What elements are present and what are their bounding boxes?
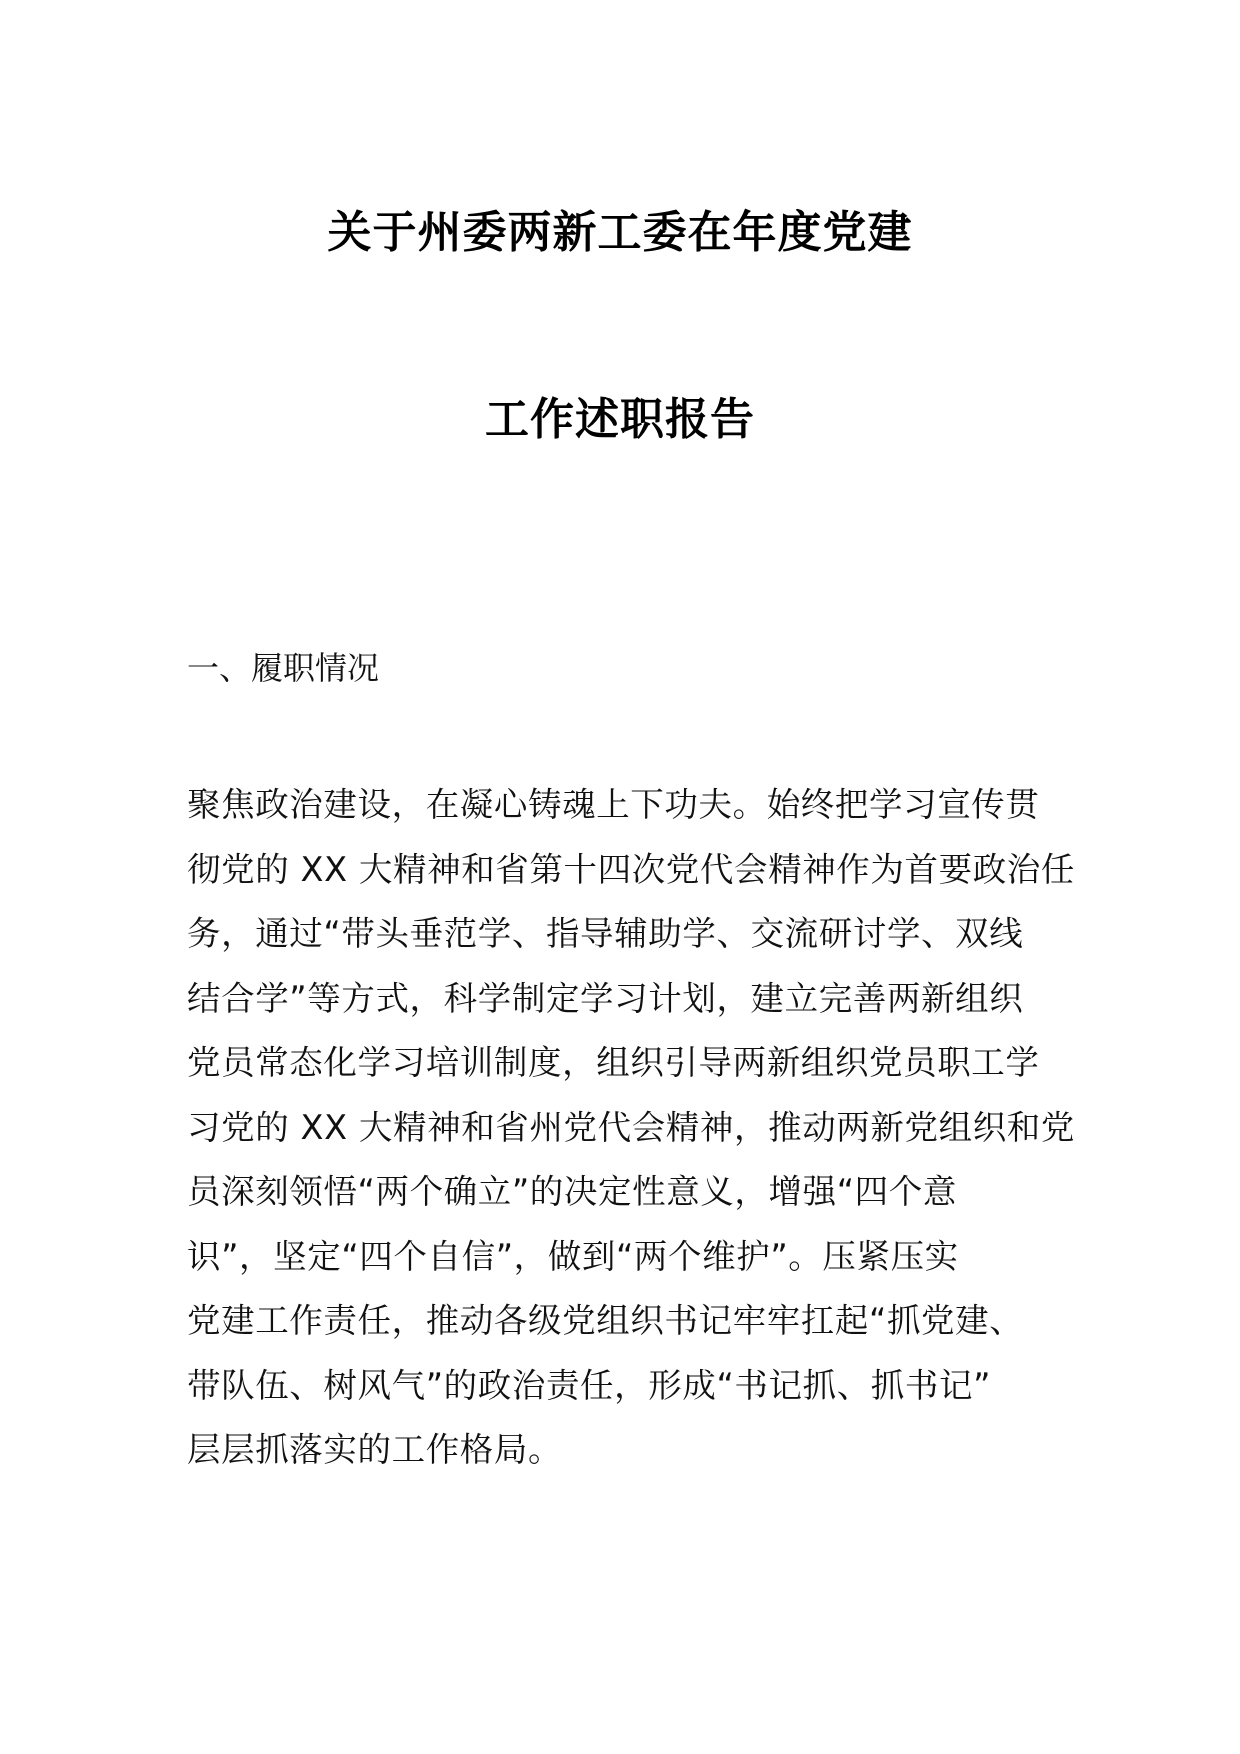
section-heading: 一、履职情况 [187, 649, 380, 687]
document-title-line-1: 关于州委两新工委在年度党建 [327, 207, 913, 258]
paragraph-line: 员深刻领悟“两个确立”的决定性意义，增强“四个意 [187, 1172, 957, 1211]
paragraph-line: 识”，坚定“四个自信”，做到“两个维护”。压紧压实 [187, 1236, 959, 1276]
paragraph-line: 带队伍、树风气”的政治责任，形成“书记抓、抓书记” [187, 1365, 992, 1405]
document-title-line-2: 工作述职报告 [485, 394, 755, 445]
paragraph-line: 习党的 XX 大精神和省州党代会精神，推动两新党组织和党 [187, 1107, 1075, 1147]
body-paragraph [187, 773, 1075, 1483]
paragraph-line: 党建工作责任，推动各级党组织书记牢牢扛起“抓党建、 [187, 1301, 1024, 1340]
paragraph-line: 聚焦政治建设，在凝心铸魂上下功夫。始终把学习宣传贯 [187, 785, 1040, 824]
paragraph-line: 党员常态化学习培训制度，组织引导两新组织党员职工学 [187, 1043, 1040, 1082]
paragraph-line: 务，通过“带头垂范学、指导辅助学、交流研讨学、双线 [187, 914, 1024, 953]
paragraph-line: 彻党的 XX 大精神和省第十四次党代会精神作为首要政治任 [187, 849, 1075, 889]
paragraph-line: 结合学”等方式，科学制定学习计划，建立完善两新组织 [187, 978, 1024, 1018]
paragraph-line: 层层抓落实的工作格局。 [187, 1430, 563, 1469]
